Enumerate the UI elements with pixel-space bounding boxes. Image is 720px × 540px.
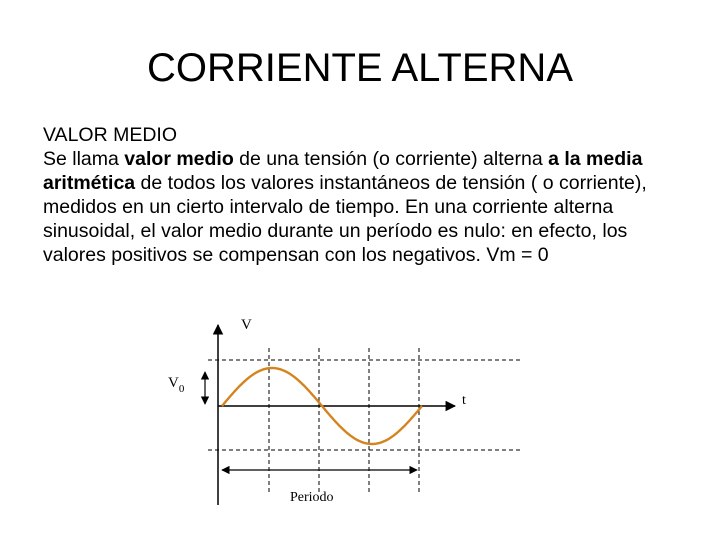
period-label: Periodo (290, 490, 334, 505)
paragraph-text-3: de todos los valores instantáneos de tensión ( o corriente), medidos en un cierto intervalo de tiempo. En una corriente alterna sinusoidal, el valor medio durante un período es nulo: en efecto, los valores positivos se compensan con los negativos. Vm = 0 (43, 172, 647, 266)
paragraph-text-1: Se llama (43, 148, 125, 170)
dashed-grid (208, 348, 520, 495)
amplitude-label-sub: 0 (178, 383, 185, 395)
amplitude-label (168, 375, 185, 395)
amplitude-label-main: V (168, 375, 179, 391)
y-axis-label: V (241, 317, 252, 333)
paragraph-bold-1: valor medio (124, 148, 234, 170)
x-axis-label: t (462, 393, 466, 408)
paragraph-text-2: de una tensión (o corriente) alterna (233, 148, 549, 170)
slide-title: CORRIENTE ALTERNA (147, 46, 573, 90)
sine-wave-diagram (160, 310, 530, 520)
paragraph-bold-2: a la media aritmética (43, 148, 643, 194)
content-area (43, 123, 693, 267)
body-paragraph (43, 147, 693, 267)
sine-wave-svg (160, 310, 530, 515)
section-heading: VALOR MEDIO (43, 124, 177, 146)
